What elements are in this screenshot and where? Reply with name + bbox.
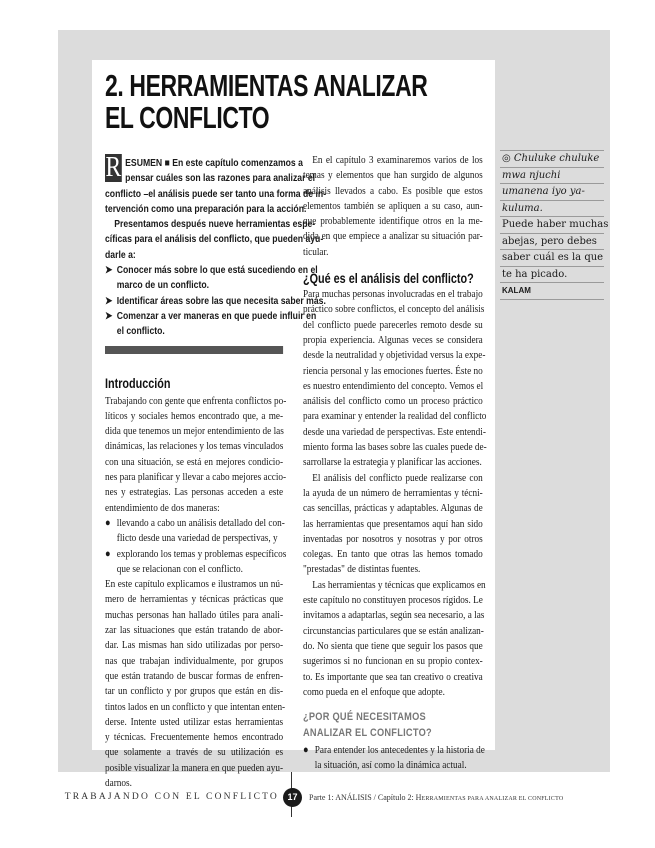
text-line: sarrollarse la estrategia y planificar las acciones. [303,456,482,469]
text-line: cíficas para el análisis del conflicto, que pueden ayu- [105,234,324,246]
text-line: nes y estrategias. Las personas acceden a este [105,486,284,499]
text-line: darle a: [105,249,136,261]
bullet-item [105,294,326,309]
text-line: posible visualizar la manera en que pueden ayu- [105,761,284,774]
bullet-item [105,547,287,578]
text-line: El análisis del conflicto puede realizarse con [312,471,483,484]
bullet-icon: ● [105,547,111,560]
text-line: Identificar áreas sobre las que necesita saber más. [116,295,326,307]
bullet-icon: ● [303,744,309,757]
text-line: tintos lados en un conflicto y que intentan enten- [105,700,286,713]
text-line: sugerimos si no funcionan en su propio contex- [303,655,483,668]
subheading-line: ¿POR QUÉ NECESITAMOS [303,711,426,724]
text-line: ESUMEN ■ En este capítulo comenzamos a [125,158,303,169]
text-line: Para muchas personas involucradas en el trabajo [303,288,483,301]
text-line: desde la neutralidad y objetividad versus la expe- [303,349,486,362]
quote-line: mwa njuchi [500,167,604,184]
title-line: EL CONFLICTO [105,100,270,135]
section-heading: ¿Qué es el análisis del conflicto? [303,270,474,287]
bullet-icon: ➤ [105,295,113,307]
section-heading: Introducción [105,374,171,391]
body-paragraph [105,394,287,516]
proverb-source: KALAM [500,282,604,300]
text-line: dar. Las mismas han sido utilizadas por perso- [105,639,284,652]
text-line: Las herramientas y técnicas que explicamos en [312,578,486,591]
text-line: dida en que empiece a analizar su situación par- [303,230,483,243]
text-line: para examinar y entender la realidad del conflicto [303,410,487,423]
bullet-icon: ● [105,516,111,529]
quote-line: saber cuál es la que [500,249,604,266]
drop-cap: R [105,152,122,183]
text-line: como pueda en el enfoque que adopte. [303,685,445,698]
text-line: dida que tenemos un mejor entendimiento de las [105,425,284,438]
text-line: análisis del conflicto como un proceso práctico [303,395,483,408]
text-line: del conflicto puede parecerles remoto desde su [303,318,483,331]
text-line: to. Es importante que sea tan creativo o creativa [303,670,483,683]
text-line: que probablemente identifique otros en la me- [303,215,483,228]
text-line: "prestadas" de distintas fuentes. [303,563,421,576]
text-line: do. No sienta que tiene que seguir los pasos que [303,639,483,652]
text-line: Trabajando con gente que enfrenta conflictos po- [105,394,287,407]
quote-line: ◎ Chuluke chuluke [500,150,604,167]
page-number: 17 [283,788,302,807]
quote-line: abejas, pero debes [500,233,604,250]
sidebar-proverb [500,150,609,300]
text-line: Comenzar a ver maneras en que puede influir en [116,310,317,322]
text-line: desde una variedad de perspectivas. Este entendi- [303,425,486,438]
text-line: inventadas por nosotros y nosotras y por otros [303,532,483,545]
text-line: pensar cuáles son las razones para analizar el [125,173,316,185]
summary-bullets [105,263,326,339]
text-line: y técnicas. Frecuentemente hemos encontrado [105,731,284,744]
text-line: Conocer más sobre lo que está sucediendo en el [116,265,318,277]
footer-chapter-title: ERRAMIENTAS PARA ANALIZAR EL CONFLICTO [421,796,564,802]
text-line: llevando a cabo un análisis detallado del con- [116,516,285,529]
text-line: muchas personas han hallado útiles para anali- [105,608,284,621]
text-line: flicto desde una variedad de perspectivas, y [116,532,278,545]
summary-divider [105,346,283,354]
text-line: darnos. [105,776,132,789]
text-line: nes para planificar y llevar a cabo mejores accio- [105,471,287,484]
footer-chapter [309,793,563,802]
text-line: explorando los temas y problemas específicos [116,547,287,560]
text-line: marco de un conflicto. [116,280,210,292]
text-line: miento forma las bases sobre las cuales puede de- [303,441,487,454]
text-line: este capítulo no constituyen procesos rígidos. Le [303,594,483,607]
reasons-bullets [303,743,483,774]
bullet-icon: ➤ [105,310,113,322]
bullet-item [105,516,283,547]
text-line: colegas. En tanto que otras las hemos tomado [303,548,483,561]
text-line: líticos y sociales hemos encontrado que, a me- [105,409,284,422]
text-line: cas sencillas, prácticas y adaptables. Algunas de [303,502,483,515]
text-line: En el capítulo 3 examinaremos varios de los [312,154,483,166]
text-line: que están tratando de buscar formas de enfren- [105,669,284,682]
text-line: tervención como una preparación para la acción. [105,203,307,215]
text-line: entendimiento de dos maneras: [105,501,220,514]
text-line: nas que trabajan individualmente, por grupos [105,654,284,667]
subheading [303,710,483,741]
bullet-item [105,309,317,340]
text-line: que se relacionan con el conflicto. [116,562,243,575]
proverb-original [500,150,604,216]
text-line: riencia personal y las emociones fuertes. Éste no [303,364,483,377]
quote-line: Puede haber muchas [500,216,604,233]
text-line: conflicto –el análisis puede ser tanto una forma de in- [105,188,327,200]
text-line: propia experiencia. Algunas veces se considera [303,333,483,346]
intro-bullets [105,516,287,577]
quote-line: te ha picado. [500,266,604,283]
text-line: ticular. [303,245,329,258]
text-line: la ayuda de un número de herramientas y técni- [303,486,483,499]
footer-book-title: TRABAJANDO CON EL CONFLICTO [64,792,279,802]
body-paragraph [303,287,487,471]
body-paragraph [303,578,486,700]
text-line: las herramientas que presentamos aquí han sido [303,517,483,530]
text-line: circunstancias particulares que se están analizan- [303,624,484,637]
text-line: dinámicas, las relaciones y los temas vinculados [105,440,284,453]
text-line: elementos también se apliquen a su caso, aun- [303,199,483,212]
text-line: práctico sobre conflictos, el concepto del análisis [303,303,485,316]
text-line: Presentamos después nueve herramientas espe- [114,219,316,231]
text-line: tar un conflicto y por grupos que están en dis- [105,685,284,698]
column-right [303,153,487,774]
bullet-icon: ➤ [105,265,113,277]
text-line: En este capítulo explicamos e ilustramos un nú- [105,578,284,591]
text-line: zar las situaciones que están tratando de abor- [105,624,284,637]
proverb-translation [500,216,609,282]
title-line: 2. HERRAMIENTAS ANALIZAR [105,68,428,103]
body-paragraph [303,153,483,260]
text-line: temas y elementos que han surgido de algunos [303,169,483,182]
bullet-item [303,743,483,774]
subheading-line: ANALIZAR EL CONFLICTO? [303,726,432,739]
footer-part: Parte 1: ANÁLISIS / Capítulo 2: H [309,793,422,802]
body-paragraph [105,577,286,791]
text-line: mero de herramientas y técnicas prácticas que [105,593,284,606]
text-line: análisis llevados a cabo. Es posible que estos [303,184,483,197]
text-line: el conflicto. [116,326,165,338]
body-paragraph [303,471,483,578]
chapter-title [105,70,427,134]
text-line: Para entender los antecedentes y la historia de [314,744,485,757]
quote-line: kuluma. [500,200,604,217]
text-line: invitamos a adaptarlas, según sea necesario, a las [303,609,485,622]
text-line: la situación, así como la dinámica actual. [314,759,467,772]
quote-line: umanena iyo ya- [500,183,604,200]
text-line: es nuestro entendimiento del concepto. Vemos el [303,379,484,392]
bullet-item [105,263,318,294]
text-line: con una situación, se está en mejores condicio- [105,455,284,468]
text-line: que solamente a través de su utilización es [105,746,284,759]
text-line: derse. Intente usted utilizar estas herramientas [105,715,284,728]
summary-paragraph [105,152,327,217]
